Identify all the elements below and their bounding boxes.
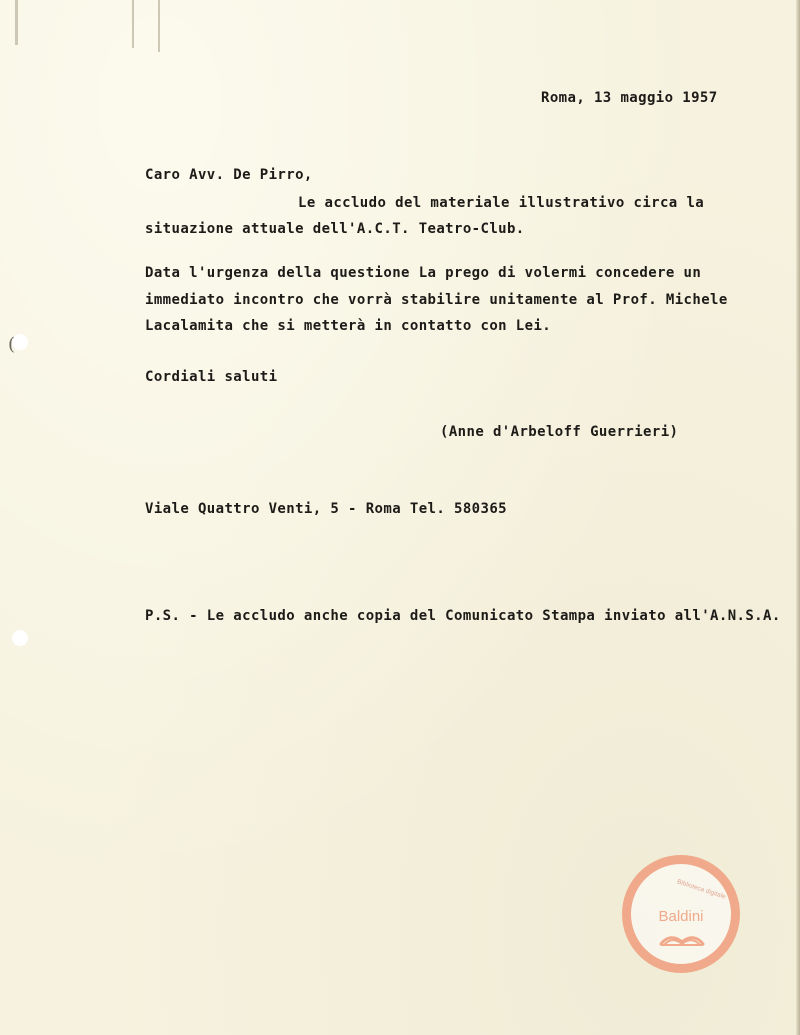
letter-salutation: Caro Avv. De Pirro,	[145, 167, 313, 183]
paren-mark: (	[8, 334, 16, 355]
letter-postscript: P.S. - Le accludo anche copia del Comunicato Stampa inviato all'A.N.S.A.	[145, 608, 781, 624]
library-stamp	[622, 855, 740, 973]
punch-hole-lower	[12, 630, 28, 646]
open-book-icon	[659, 928, 705, 946]
stamp-caption: Biblioteca digitale	[676, 878, 727, 901]
top-mark-b	[158, 0, 160, 52]
letter-address: Viale Quattro Venti, 5 - Roma Tel. 580365	[145, 501, 507, 517]
page-edge-shadow	[796, 0, 800, 1035]
body-line: situazione attuale dell'A.C.T. Teatro-Club.	[145, 221, 525, 237]
letter-date: Roma, 13 maggio 1957	[541, 90, 718, 106]
stamp-brand: Baldini	[658, 908, 704, 925]
body-line: immediato incontro che vorrà stabilire unitamente al Prof. Michele	[145, 292, 728, 308]
top-left-mark	[15, 0, 18, 45]
letter-closing: Cordiali saluti	[145, 369, 278, 385]
body-line: Data l'urgenza della questione La prego di volermi concedere un	[145, 265, 702, 281]
letter-signature: (Anne d'Arbeloff Guerrieri)	[440, 424, 679, 440]
body-line: Lacalamita che si metterà in contatto con Lei.	[145, 318, 552, 334]
body-line: Le accludo del materiale illustrativo circa la	[298, 195, 705, 211]
top-mark-a	[132, 0, 134, 48]
